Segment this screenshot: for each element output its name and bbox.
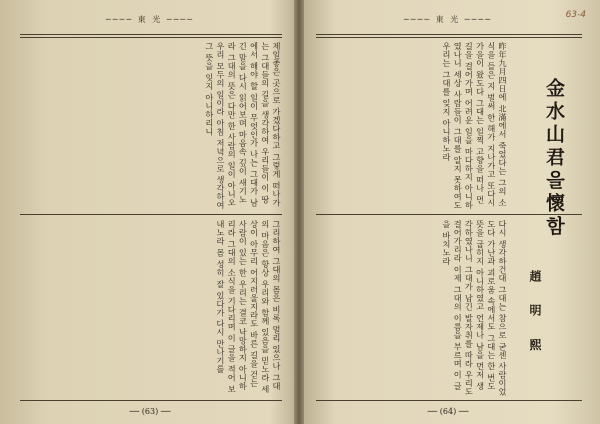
header-rule (20, 34, 282, 35)
right-page (304, 8, 592, 418)
article-author: 趙 明 熙 (528, 270, 542, 360)
running-head: ──── 東 光 ──── (105, 15, 195, 24)
binding-gutter (294, 0, 304, 424)
page-number: ── (63) ── (129, 407, 171, 416)
body-text-upper: 昨年九月四日에 北滿에서 죽었다는 그의 소식을 들은 지 벌써 한 해가 지나가고 또다시 가을이 왔도다 그대는 일찍 고향을 떠나 먼 길을 걸어가며 어려운 일을 마다하지 아니하였나니 세상 사람들이 그대를 알지 못하여도 우리는 그대를 잊지 아니하노라 (441, 42, 508, 210)
body-text-upper: 제일좋은 곳으로 가겠다하고 그렇게 떠나가는 그대들의 길을 생각하여 우리들이 이 땅에서 해야 할 일이 무엇인가 나는 그대가 남긴 말을 다시 읽어보며 마음속 깊이 새기노라 그대의 뜻은 다만 한 사람의 일이 아니오 우리 모두의 일이라 아침 저녁으로 생각하여 그 뜻을 잊지 아니하리니 (204, 42, 282, 210)
tier-divider (20, 214, 282, 215)
handwritten-mark: 63-4 (565, 10, 586, 20)
header-rule (316, 34, 582, 35)
running-head: ──── 東 光 ──── (403, 15, 493, 24)
body-text-lower: 그리하여 그대의 몸은 비록 멀리 있으나 그대의 마음은 항상 우리와 함께 있음을 믿노라 세상이 아무리 어지러울지라도 바른 길을 걷는 사람이 있는 한 우리는 결코 낙망하지 아니하리라 그대의 소식을 기다리며 이 글을 적어 보내노라 몸 성히 잘 있다가 다시 만나기를 (215, 220, 282, 394)
footer-rule (316, 400, 582, 401)
header-rule-inner (20, 37, 282, 38)
header-rule-inner (316, 37, 582, 38)
body-text-lower: 다시 생각하건대 그대는 참으로 굳센 사람이었도다 가난과 괴로움 속에서도 그대는 한 번도 뜻을 굽히지 아니하였고 언제나 남을 먼저 생각하였나니 그대가 남긴 발자취를 따라 우리도 걸어가리라 이제 그대의 이름을 부르며 이 글을 바치노라 (441, 220, 508, 396)
page-number: ── (64) ── (427, 407, 469, 416)
article-title: 金水山君을懷함 (543, 78, 565, 239)
tier-divider (316, 214, 582, 215)
left-page (8, 8, 292, 418)
footer-rule (20, 400, 282, 401)
